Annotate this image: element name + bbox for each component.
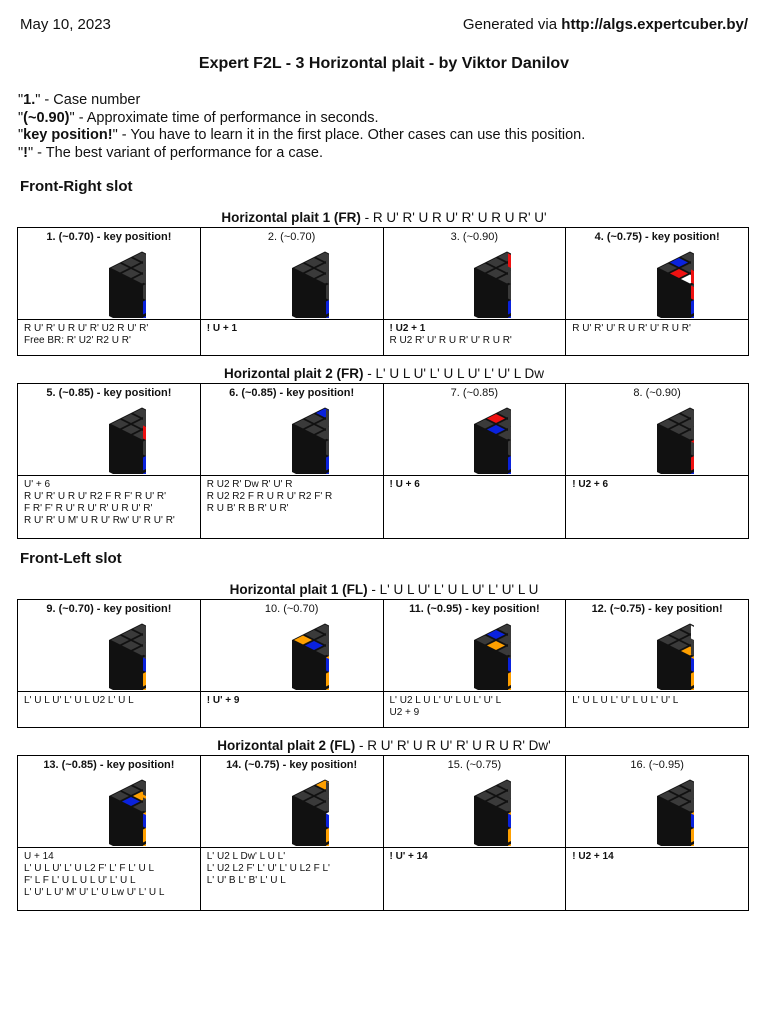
- alg-line: ! U + 6: [389, 479, 420, 490]
- alg-cell: [383, 692, 566, 728]
- set-algorithm: - R U' R' U R U' R' U R U R' Dw': [355, 738, 551, 753]
- case-heading: 12. (~0.75) - key position!: [591, 603, 723, 615]
- case-heading: 14. (~0.75) - key position!: [226, 759, 358, 771]
- alg-cell: [566, 476, 749, 539]
- cube-wrap: [566, 245, 748, 319]
- alg-line: L' U2 L U L' U' L U L' U' L: [389, 695, 502, 706]
- alg-line: R U2 R' U' R U R' U' R U R': [389, 335, 512, 346]
- alg-line: ! U' + 14: [389, 851, 428, 862]
- alg-block: [201, 692, 383, 727]
- alg-block: [18, 848, 200, 910]
- alg-line: ! U + 1: [206, 323, 238, 334]
- generated-prefix: Generated via: [462, 16, 562, 33]
- alg-line: R U B' R B R' U R': [206, 503, 289, 514]
- cube-diagram: [255, 774, 329, 846]
- date-text: May 10, 2023: [20, 16, 111, 33]
- cube-wrap: [384, 245, 566, 319]
- case-heading: 10. (~0.70): [264, 603, 319, 615]
- cube-wrap: [566, 773, 748, 847]
- case-heading: 9. (~0.70) - key position!: [46, 603, 172, 615]
- alg-line: ! U2 + 1: [389, 323, 426, 334]
- case-image-row: [18, 228, 749, 320]
- cube-wrap: [18, 617, 200, 691]
- alg-line: R U2 R' Dw R' U' R: [206, 479, 293, 490]
- alg-block: [384, 848, 566, 910]
- alg-block: [18, 320, 200, 355]
- alg-cell: [383, 320, 566, 356]
- alg-block: [201, 476, 383, 538]
- alg-block: [201, 320, 383, 355]
- case-table: [17, 383, 749, 539]
- case-cell: [18, 228, 201, 320]
- case-heading: 1. (~0.70) - key position!: [46, 231, 172, 243]
- alg-line: U2 + 9: [389, 707, 420, 718]
- alg-line: Free BR: R' U2' R2 U R': [24, 335, 131, 346]
- case-cell: [383, 228, 566, 320]
- case-heading: 15. (~0.75): [447, 759, 502, 771]
- case-cell: [566, 228, 749, 320]
- legend-item: [18, 145, 585, 163]
- cube-diagram: [72, 246, 146, 318]
- set-name: Horizontal plait 1 (FL): [229, 582, 368, 597]
- alg-cell: [18, 320, 201, 356]
- case-cell: [18, 384, 201, 476]
- case-cell: [200, 384, 383, 476]
- case-heading: 16. (~0.95): [630, 759, 684, 771]
- set-title: [0, 366, 768, 381]
- legend-desc: " - Case number: [35, 92, 141, 108]
- alg-cell: [566, 848, 749, 911]
- set-name: Horizontal plait 2 (FR): [223, 366, 364, 381]
- cube-diagram: [620, 774, 694, 846]
- set-algorithm: - L' U L U' L' U L U' L' U' L U: [367, 582, 539, 597]
- alg-block: [566, 848, 748, 910]
- case-heading: 5. (~0.85) - key position!: [46, 387, 172, 399]
- case-alg-row: [18, 320, 749, 356]
- quote: ": [18, 109, 24, 126]
- case-table: [17, 599, 749, 728]
- alg-line: R U' R' U' R U R' U' R U R': [572, 323, 691, 334]
- legend-desc: " - The best variant of performance for a case.: [28, 144, 324, 161]
- case-cell: [200, 600, 383, 692]
- cube-wrap: [566, 401, 748, 475]
- legend-desc: " - You have to learn it in the first place. Other cases can use this position.: [112, 127, 586, 143]
- cube-diagram: [437, 774, 511, 846]
- cube-diagram: [437, 402, 511, 474]
- alg-block: [566, 476, 748, 538]
- alg-cell: [200, 476, 383, 539]
- case-alg-row: [18, 692, 749, 728]
- alg-line: ! U2 + 6: [572, 479, 609, 490]
- alg-block: [201, 848, 383, 910]
- cube-wrap: [566, 617, 748, 691]
- alg-line: ! U' + 9: [206, 695, 240, 706]
- alg-line: L' U L U' L' U L2 F' L' F L' U L: [24, 863, 155, 874]
- cube-diagram: [620, 246, 694, 318]
- case-heading: 8. (~0.90): [633, 387, 681, 399]
- legend-key: key position!: [23, 127, 113, 143]
- case-heading: 3. (~0.90): [450, 231, 499, 243]
- case-alg-row: [18, 848, 749, 911]
- alg-cell: [200, 320, 383, 356]
- alg-line: R U2 R2 F R U R U' R2 F' R: [206, 491, 333, 502]
- case-table: [17, 755, 749, 911]
- alg-line: L' U2 L Dw' L U L': [206, 851, 286, 862]
- cube-diagram: [437, 246, 511, 318]
- alg-block: [566, 692, 748, 727]
- legend-item: [18, 127, 585, 145]
- alg-cell: [200, 848, 383, 911]
- alg-cell: [383, 848, 566, 911]
- quote: ": [18, 127, 24, 143]
- cube-wrap: [18, 773, 200, 847]
- case-cell: [200, 228, 383, 320]
- cube-wrap: [201, 773, 383, 847]
- case-cell: [566, 384, 749, 476]
- slot-title: Front-Left slot: [20, 550, 122, 567]
- case-cell: [566, 756, 749, 848]
- set-algorithm: - L' U L U' L' U L U' L' U' L Dw: [363, 366, 544, 381]
- alg-block: [384, 692, 566, 727]
- source-link[interactable]: http://algs.expertcuber.by/: [561, 16, 748, 33]
- cube-wrap: [384, 773, 566, 847]
- case-heading: 11. (~0.95) - key position!: [409, 603, 540, 615]
- cube-diagram: [72, 774, 146, 846]
- set-name: Horizontal plait 1 (FR): [221, 210, 361, 225]
- set-name: Horizontal plait 2 (FL): [217, 738, 356, 753]
- alg-cell: [566, 320, 749, 356]
- alg-line: L' U' L U' M' U' L' U Lw U' L' U L: [24, 887, 165, 898]
- cube-diagram: [437, 618, 511, 690]
- case-cell: [566, 600, 749, 692]
- cube-diagram: [620, 402, 694, 474]
- cube-diagram: [72, 402, 146, 474]
- cube-wrap: [201, 401, 383, 475]
- set-algorithm: - R U' R' U R U' R' U R U R' U': [360, 210, 547, 225]
- cube-wrap: [201, 245, 383, 319]
- alg-line: F' L F L' U L U L U' L' U L: [24, 875, 136, 886]
- set-title: [0, 738, 768, 753]
- case-alg-row: [18, 476, 749, 539]
- alg-block: [18, 692, 200, 727]
- slot-title: Front-Right slot: [20, 178, 133, 195]
- cube-diagram: [255, 618, 329, 690]
- cube-wrap: [384, 617, 566, 691]
- alg-line: L' U L U L' U' L U L' U' L: [572, 695, 679, 706]
- alg-cell: [566, 692, 749, 728]
- cube-diagram: [72, 618, 146, 690]
- case-heading: 4. (~0.75) - key position!: [594, 231, 720, 243]
- alg-line: ! U2 + 14: [572, 851, 614, 862]
- alg-line: L' U L U' L' U L U2 L' U L: [24, 695, 134, 706]
- legend-key: !: [23, 144, 28, 161]
- case-image-row: [18, 756, 749, 848]
- legend-desc: " - Approximate time of performance in seconds.: [69, 109, 379, 126]
- legend: [18, 92, 585, 162]
- alg-line: U + 14: [24, 851, 54, 862]
- legend-item: [18, 92, 585, 110]
- cube-wrap: [201, 617, 383, 691]
- alg-line: L' U' B L' B' L' U L: [206, 875, 286, 886]
- quote: ": [18, 92, 24, 108]
- case-image-row: [18, 600, 749, 692]
- alg-block: [384, 320, 566, 355]
- case-heading: 2. (~0.70): [267, 231, 316, 243]
- alg-line: L' U2 L2 F' L' U' L' U L2 F L': [206, 863, 330, 874]
- cube-diagram: [255, 246, 329, 318]
- case-table: [17, 227, 749, 356]
- alg-block: [566, 320, 748, 355]
- alg-line: R U' R' U M' U R U' Rw' U' R U' R': [24, 515, 175, 526]
- cube-wrap: [18, 401, 200, 475]
- case-cell: [383, 384, 566, 476]
- alg-block: [18, 476, 200, 538]
- case-cell: [383, 756, 566, 848]
- case-cell: [18, 756, 201, 848]
- cube-wrap: [384, 401, 566, 475]
- set-title: [0, 210, 768, 225]
- alg-cell: [200, 692, 383, 728]
- alg-line: R U' R' U R U' R' U2 R U' R': [24, 323, 149, 334]
- legend-item: [18, 110, 585, 128]
- cube-diagram: [255, 402, 329, 474]
- set-title: [0, 582, 768, 597]
- legend-key: (~0.90): [23, 109, 70, 126]
- alg-cell: [18, 848, 201, 911]
- alg-cell: [18, 692, 201, 728]
- case-cell: [200, 756, 383, 848]
- case-heading: 6. (~0.85) - key position!: [229, 387, 355, 399]
- case-cell: [18, 600, 201, 692]
- cube-diagram: [620, 618, 694, 690]
- case-cell: [383, 600, 566, 692]
- cube-wrap: [18, 245, 200, 319]
- alg-line: U' + 6: [24, 479, 51, 490]
- alg-block: [384, 476, 566, 538]
- document-title: Expert F2L - 3 Horizontal plait - by Viktor Danilov: [198, 55, 570, 72]
- alg-cell: [18, 476, 201, 539]
- alg-line: F R' F' R U' R U' R' U R U' R': [24, 503, 153, 514]
- case-heading: 13. (~0.85) - key position!: [43, 759, 175, 771]
- generated-via-text: [463, 16, 748, 33]
- legend-key: 1.: [23, 92, 36, 108]
- case-heading: 7. (~0.85): [450, 387, 499, 399]
- alg-cell: [383, 476, 566, 539]
- quote: ": [18, 144, 24, 161]
- alg-line: R U' R' U R U' R2 F R F' R U' R': [24, 491, 167, 502]
- case-image-row: [18, 384, 749, 476]
